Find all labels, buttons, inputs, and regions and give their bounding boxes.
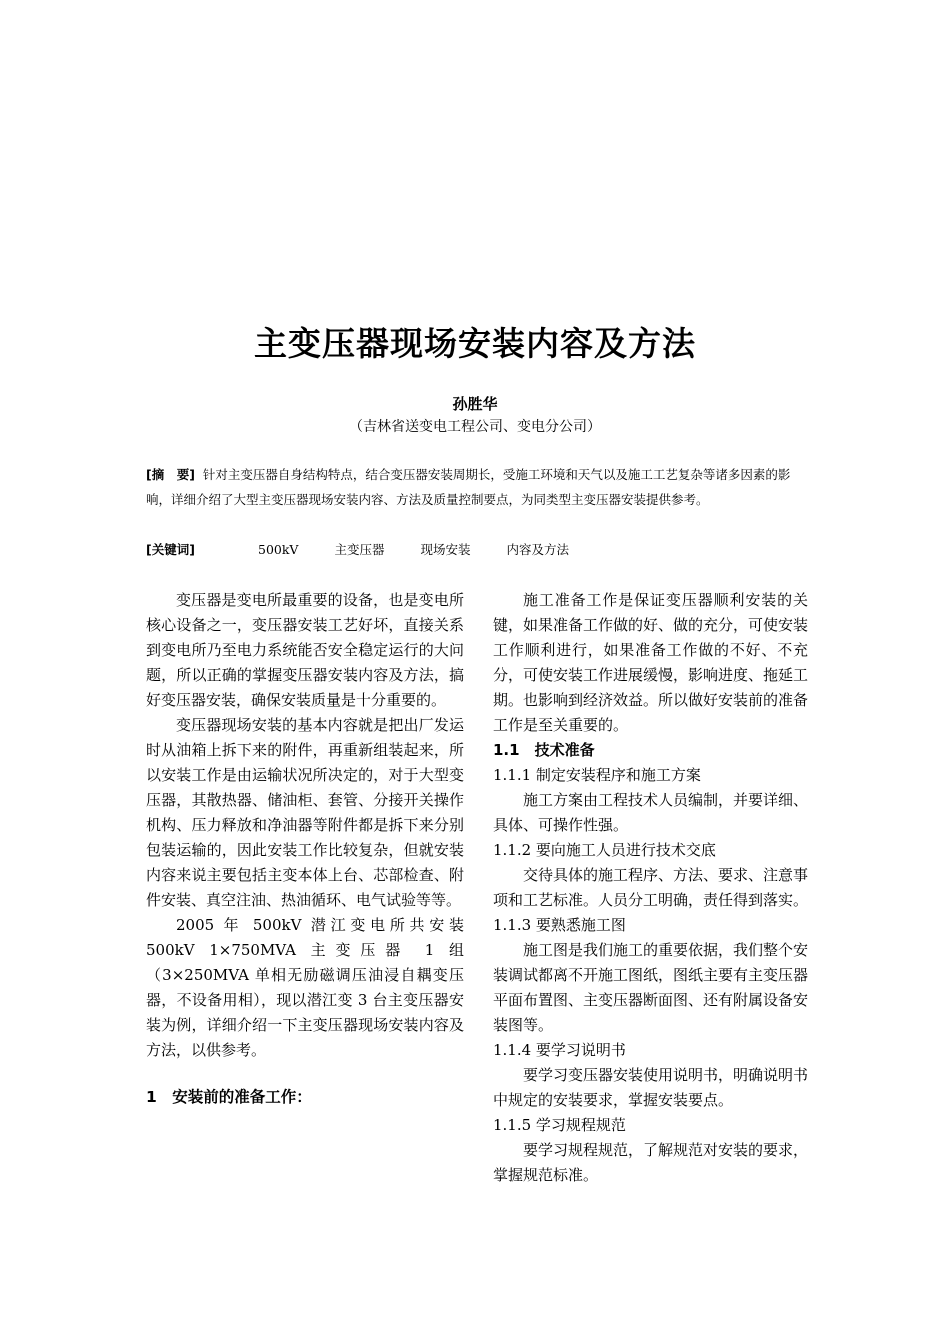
keyword: 内容及方法: [506, 542, 570, 557]
left-column: [146, 588, 464, 1110]
subsubsection-heading: 1.1.2 要向施工人员进行技术交底: [493, 841, 716, 859]
right-column: [493, 588, 808, 1188]
body-paragraph: 施工准备工作是保证变压器顺利安装的关键，如果准备工作做的好、做的充分，可使安装工作顺利进行，如果准备工作做的不好、不充分，可使安装工作进展缓慢，影响进度、拖延工期。也影响到经济效益。所以做好安装前的准备工作是至关重要的。: [493, 591, 809, 734]
subsubsection-heading: 1.1.3 要熟悉施工图: [493, 916, 626, 934]
subsection-heading: 1.1 技术准备: [493, 741, 595, 759]
body-paragraph: 要学习变压器安装使用说明书，明确说明书中规定的安装要求，掌握安装要点。: [493, 1066, 809, 1109]
paper-title: 主变压器现场安装内容及方法: [254, 324, 696, 363]
subsubsection-heading: 1.1.1 制定安装程序和施工方案: [493, 766, 701, 784]
section-heading: 1 安装前的准备工作：: [146, 1088, 312, 1106]
author-affiliation: （吉林省送变电工程公司、变电分公司）: [349, 419, 601, 435]
body-paragraph: 变压器现场安装的基本内容就是把出厂发运时从油箱上拆下来的附件，再重新组装起来，所以安装工作是由运输状况所决定的，对于大型变压器，其散热器、储油柜、套管、分接开关操作机构、压力释放和净油器等附件都是拆下来分别包装运输的，因此安装工作比较复杂，但就安装内容来说主要包括主变本体上台、芯部检查、附件安装、真空注油、热油循环、电气试验等等。: [146, 716, 464, 909]
author-name: 孙胜华: [452, 395, 498, 413]
subsubsection-heading: 1.1.5 学习规程规范: [493, 1116, 626, 1134]
body-paragraph: 要学习规程规范，了解规范对安装的要求，掌握规范标准。: [493, 1141, 809, 1184]
body-paragraph: 施工方案由工程技术人员编制，并要详细、具体、可操作性强。: [493, 791, 809, 834]
body-paragraph: 变压器是变电所最重要的设备，也是变电所核心设备之一，变压器安装工艺好坏，直接关系到变电所乃至电力系统能否安全稳定运行的大问题，所以正确的掌握变压器安装内容及方法，搞好变压器安装，确保安装质量是十分重要的。: [146, 591, 464, 709]
body-paragraph: 交待具体的施工程序、方法、要求、注意事项和工艺标准。人员分工明确，责任得到落实。: [493, 866, 809, 909]
abstract: [146, 462, 810, 512]
keyword: 现场安装: [420, 542, 471, 557]
keyword: 主变压器: [334, 542, 385, 557]
keywords-label: [关键词]: [146, 542, 195, 557]
keyword: 500kV: [258, 542, 299, 557]
subsubsection-heading: 1.1.4 要学习说明书: [493, 1041, 626, 1059]
abstract-label: [摘 要]: [146, 467, 195, 482]
body-paragraph: 施工图是我们施工的重要依据，我们整个安装调试都离不开施工图纸，图纸主要有主变压器平面布置图、主变压器断面图、还有附属设备安装图等。: [493, 941, 809, 1034]
keywords: [146, 538, 810, 562]
body-paragraph: 2005 年 500kV 潜江变电所共安装 500kV 1×750MVA 主变压器 1 组（3×250MVA 单相无励磁调压油浸自耦变压器，不设备用相），现以潜江变 3 台主变压器安装为例，详细介绍一下主变压器现场安装内容及方法，以供参考。: [146, 916, 464, 1059]
abstract-text: 针对主变压器自身结构特点，结合变压器安装周期长，受施工环境和天气以及施工工艺复杂等诸多因素的影响，详细介绍了大型主变压器现场安装内容、方法及质量控制要点，为同类型主变压器安装提供参考。: [146, 467, 791, 507]
